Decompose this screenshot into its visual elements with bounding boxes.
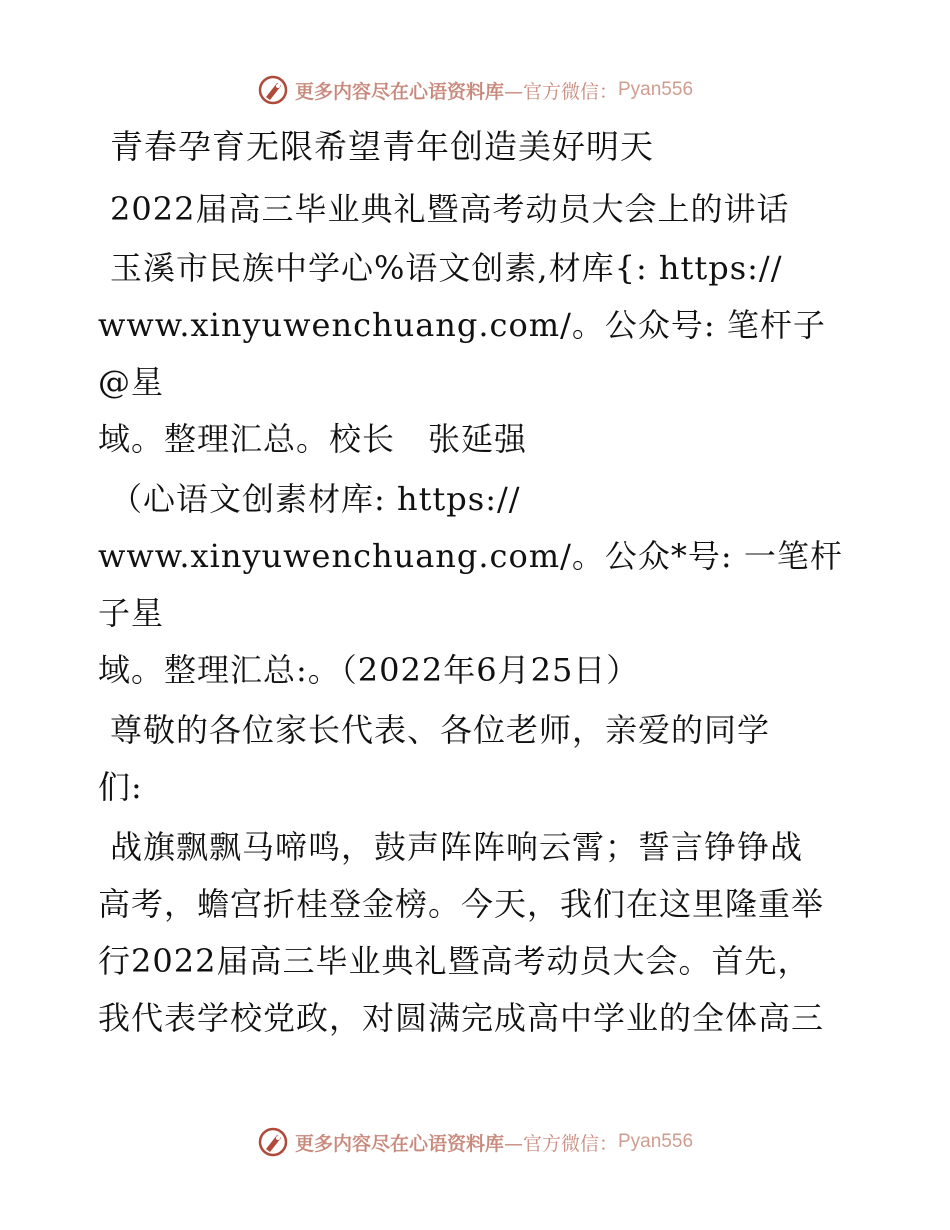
watermark-main-text: 更多内容尽在心语资料库 <box>294 80 504 103</box>
note-line-2: www.xinyuwenchuang.com/。公众*号: 一笔杆子星 <box>98 537 843 632</box>
pen-nib-circle-icon <box>257 1126 289 1158</box>
note-line-3: 域。整理汇总:。（2022年6月25日） <box>98 651 640 689</box>
document-body <box>98 118 858 1047</box>
pen-nib-circle-icon <box>257 74 289 106</box>
author-line-3: 域。整理汇总。校长 张延强 <box>98 420 528 458</box>
header-watermark <box>0 70 950 110</box>
body-line-2: 高考，蟾宫折桂登金榜。今天，我们在这里隆重举 <box>98 885 825 923</box>
greeting-line-2: 们: <box>98 768 143 806</box>
author-line-2: www.xinyuwenchuang.com/。公众号: 笔杆子@星 <box>98 306 826 401</box>
greeting-block <box>98 702 858 816</box>
document-title: 青春孕育无限希望青年创造美好明天 <box>110 127 654 166</box>
footer-watermark <box>0 1122 950 1162</box>
watermark-main-text: 更多内容尽在心语资料库 <box>294 1132 504 1155</box>
body-line-1: 战旗飘飘马啼鸣，鼓声阵阵响云霄；誓言铮铮战 <box>110 828 804 866</box>
body-line-4: 我代表学校党政，对圆满完成高中学业的全体高三 <box>98 999 825 1037</box>
watermark-separator-text: —官方微信： <box>503 1132 618 1155</box>
watermark-brand-text: Pyan556 <box>618 79 694 100</box>
body-paragraph <box>98 819 858 1047</box>
note-block <box>98 471 858 699</box>
author-block <box>98 240 858 468</box>
document-subtitle: 2022届高三毕业典礼暨高考动员大会上的讲话 <box>110 190 790 228</box>
author-line-1: 玉溪市民族中学心%语文创素,材库{: https:// <box>110 249 783 287</box>
note-line-1: （心语文创素材库: https:// <box>110 480 521 518</box>
watermark-brand-text: Pyan556 <box>618 1131 694 1152</box>
greeting-line-1: 尊敬的各位家长代表、各位老师，亲爱的同学 <box>110 711 771 749</box>
watermark-separator-text: —官方微信： <box>503 80 618 103</box>
body-line-3: 行2022届高三毕业典礼暨高考动员大会。首先， <box>98 942 811 980</box>
